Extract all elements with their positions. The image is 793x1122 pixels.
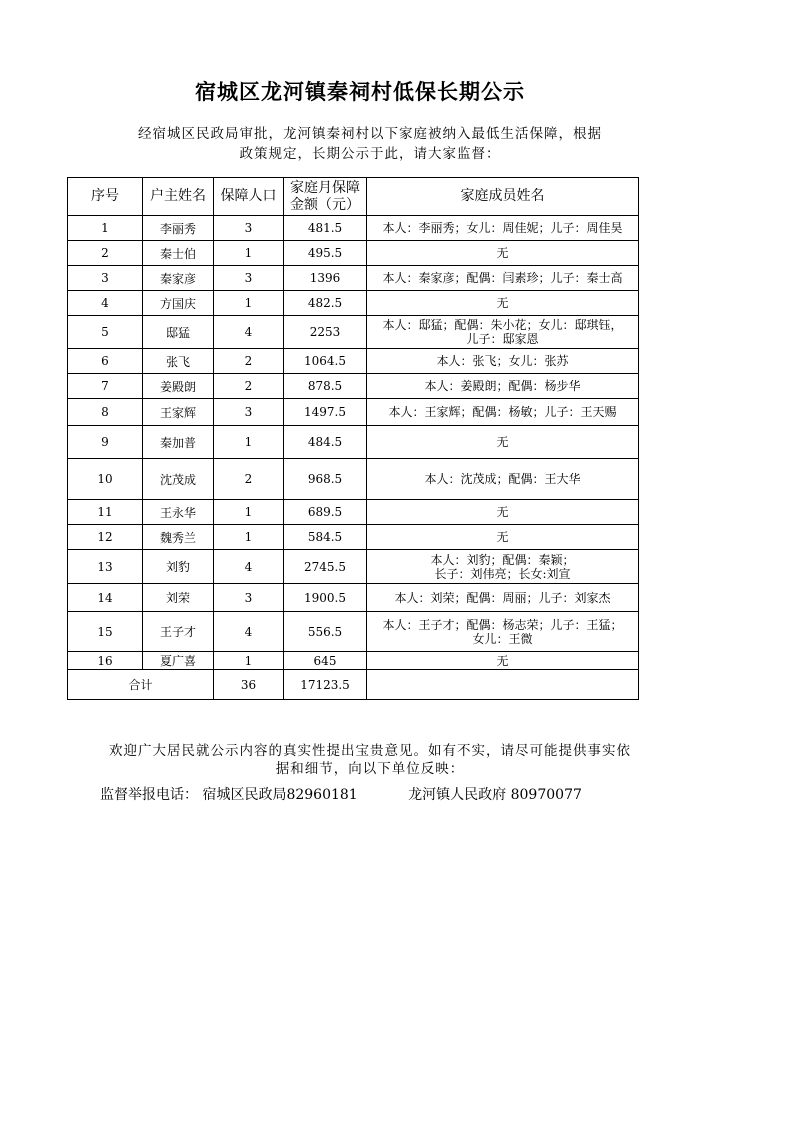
cell-money: 482.5 — [284, 291, 367, 316]
cell-head: 王永华 — [143, 500, 214, 525]
table-row — [68, 266, 639, 291]
cell-money: 968.5 — [284, 459, 367, 500]
table-row — [68, 374, 639, 399]
cell-count: 3 — [214, 216, 284, 241]
cell-no: 6 — [68, 349, 143, 374]
cell-head: 夏广喜 — [143, 652, 214, 670]
cell-no: 2 — [68, 241, 143, 266]
member-line: 本人：刘豹；配偶：秦颖； — [430, 552, 575, 567]
cell-count: 1 — [214, 291, 284, 316]
cell-count: 1 — [214, 652, 284, 670]
cell-no: 8 — [68, 399, 143, 426]
cell-no: 4 — [68, 291, 143, 316]
cell-head: 刘豹 — [143, 550, 214, 584]
intro-text — [90, 124, 650, 164]
total-row — [68, 670, 639, 700]
cell-count: 4 — [214, 612, 284, 652]
cell-money: 584.5 — [284, 525, 367, 550]
cell-money: 2745.5 — [284, 550, 367, 584]
total-money: 17123.5 — [284, 670, 367, 700]
header-members: 家庭成员姓名 — [367, 178, 639, 216]
cell-count: 3 — [214, 399, 284, 426]
cell-money: 481.5 — [284, 216, 367, 241]
cell-head: 秦士伯 — [143, 241, 214, 266]
total-label: 合计 — [68, 670, 214, 700]
member-line: 本人：沈茂成；配偶：王大华 — [424, 472, 581, 486]
cell-money: 556.5 — [284, 612, 367, 652]
table-row — [68, 612, 639, 652]
header-count: 保障人口 — [214, 178, 284, 216]
member-line: 无 — [496, 530, 509, 544]
table-row — [68, 349, 639, 374]
table-header-row — [68, 178, 639, 216]
cell-money: 484.5 — [284, 426, 367, 459]
cell-head: 姜殿朗 — [143, 374, 214, 399]
cell-members — [367, 612, 639, 652]
cell-money: 495.5 — [284, 241, 367, 266]
member-line: 本人：张飞；女儿：张苏 — [436, 354, 569, 368]
cell-no: 7 — [68, 374, 143, 399]
cell-no: 11 — [68, 500, 143, 525]
table-row — [68, 316, 639, 349]
cell-no: 13 — [68, 550, 143, 584]
cell-members — [367, 584, 639, 612]
cell-count: 1 — [214, 241, 284, 266]
cell-count: 1 — [214, 426, 284, 459]
cell-head: 方国庆 — [143, 291, 214, 316]
member-line: 无 — [496, 246, 509, 260]
cell-members — [367, 550, 639, 584]
cell-no: 10 — [68, 459, 143, 500]
member-line: 无 — [496, 435, 509, 449]
cell-count: 2 — [214, 374, 284, 399]
table-row — [68, 216, 639, 241]
header-no: 序号 — [68, 178, 143, 216]
outro-line: 据和细节，向以下单位反映： — [275, 761, 465, 777]
member-line: 无 — [496, 505, 509, 519]
contact-bureau: 宿城区民政局82960181 — [202, 787, 358, 803]
member-line: 儿子：邸家恩 — [466, 332, 539, 346]
table-row — [68, 525, 639, 550]
member-line: 无 — [496, 296, 509, 310]
contact-line — [100, 784, 582, 804]
table-row — [68, 459, 639, 500]
outro-text — [90, 742, 650, 778]
member-line: 本人：秦家彦；配偶：闫素珍；儿子：秦士高 — [382, 271, 623, 285]
cell-head: 魏秀兰 — [143, 525, 214, 550]
cell-members — [367, 241, 639, 266]
cell-members — [367, 459, 639, 500]
cell-money: 645 — [284, 652, 367, 670]
cell-head: 秦家彦 — [143, 266, 214, 291]
cell-money: 1064.5 — [284, 349, 367, 374]
member-line: 女儿：王微 — [472, 631, 533, 646]
cell-no: 9 — [68, 426, 143, 459]
cell-head: 王家辉 — [143, 399, 214, 426]
table-row — [68, 426, 639, 459]
cell-members — [367, 525, 639, 550]
intro-line: 政策规定，长期公示于此，请大家监督： — [239, 146, 501, 162]
cell-head: 沈茂成 — [143, 459, 214, 500]
cell-head: 刘荣 — [143, 584, 214, 612]
cell-members — [367, 500, 639, 525]
member-line: 本人：姜殿朗；配偶：杨步华 — [424, 379, 581, 393]
member-line: 本人：王家辉；配偶：杨敏；儿子：王天赐 — [388, 405, 617, 419]
member-line: 本人：刘荣；配偶：周丽；儿子：刘家杰 — [394, 590, 611, 605]
cell-count: 1 — [214, 500, 284, 525]
intro-line: 经宿城区民政局审批，龙河镇秦祠村以下家庭被纳入最低生活保障，根据 — [138, 126, 602, 142]
cell-money: 689.5 — [284, 500, 367, 525]
cell-members — [367, 216, 639, 241]
cell-money: 1900.5 — [284, 584, 367, 612]
table-row — [68, 500, 639, 525]
table-row — [68, 399, 639, 426]
cell-members — [367, 399, 639, 426]
table-row — [68, 584, 639, 612]
total-members-empty — [367, 670, 639, 700]
table-row — [68, 291, 639, 316]
table-row — [68, 550, 639, 584]
contact-gov: 龙河镇人民政府 80970077 — [408, 787, 582, 803]
cell-count: 4 — [214, 550, 284, 584]
cell-count: 1 — [214, 525, 284, 550]
total-count: 36 — [214, 670, 284, 700]
cell-members — [367, 426, 639, 459]
cell-no: 1 — [68, 216, 143, 241]
cell-money: 878.5 — [284, 374, 367, 399]
cell-head: 张飞 — [143, 349, 214, 374]
subsidy-table — [67, 177, 639, 700]
cell-money: 2253 — [284, 316, 367, 349]
cell-head: 秦加普 — [143, 426, 214, 459]
cell-head: 李丽秀 — [143, 216, 214, 241]
cell-money: 1396 — [284, 266, 367, 291]
cell-no: 3 — [68, 266, 143, 291]
cell-members — [367, 316, 639, 349]
cell-count: 2 — [214, 349, 284, 374]
header-head: 户主姓名 — [143, 178, 214, 216]
cell-members — [367, 349, 639, 374]
cell-count: 3 — [214, 266, 284, 291]
member-line: 无 — [496, 653, 509, 668]
member-line: 本人：邸猛；配偶：朱小花；女儿：邸琪钰， — [382, 318, 623, 332]
header-money: 家庭月保障 金额（元） — [284, 178, 367, 216]
cell-members — [367, 266, 639, 291]
cell-members — [367, 374, 639, 399]
cell-count: 4 — [214, 316, 284, 349]
outro-line: 欢迎广大居民就公示内容的真实性提出宝贵意见。如有不实，请尽可能提供事实依 — [109, 743, 631, 759]
cell-count: 2 — [214, 459, 284, 500]
cell-head: 王子才 — [143, 612, 214, 652]
cell-members — [367, 652, 639, 670]
cell-money: 1497.5 — [284, 399, 367, 426]
member-line: 本人：李丽秀；女儿：周佳妮；儿子：周佳昊 — [382, 221, 623, 235]
cell-head: 邸猛 — [143, 316, 214, 349]
cell-no: 12 — [68, 525, 143, 550]
table-row — [68, 652, 639, 670]
cell-no: 5 — [68, 316, 143, 349]
cell-no: 15 — [68, 612, 143, 652]
cell-no: 14 — [68, 584, 143, 612]
cell-members — [367, 291, 639, 316]
member-line: 长子：刘伟亮；长女:刘宣 — [434, 566, 571, 581]
cell-no: 16 — [68, 652, 143, 670]
page-title: 宿城区龙河镇秦祠村低保长期公示 — [195, 80, 525, 104]
cell-count: 3 — [214, 584, 284, 612]
table-row — [68, 241, 639, 266]
contact-label: 监督举报电话： — [100, 787, 198, 803]
member-line: 本人：王子才；配偶：杨志荣；儿子：王猛； — [382, 617, 623, 632]
